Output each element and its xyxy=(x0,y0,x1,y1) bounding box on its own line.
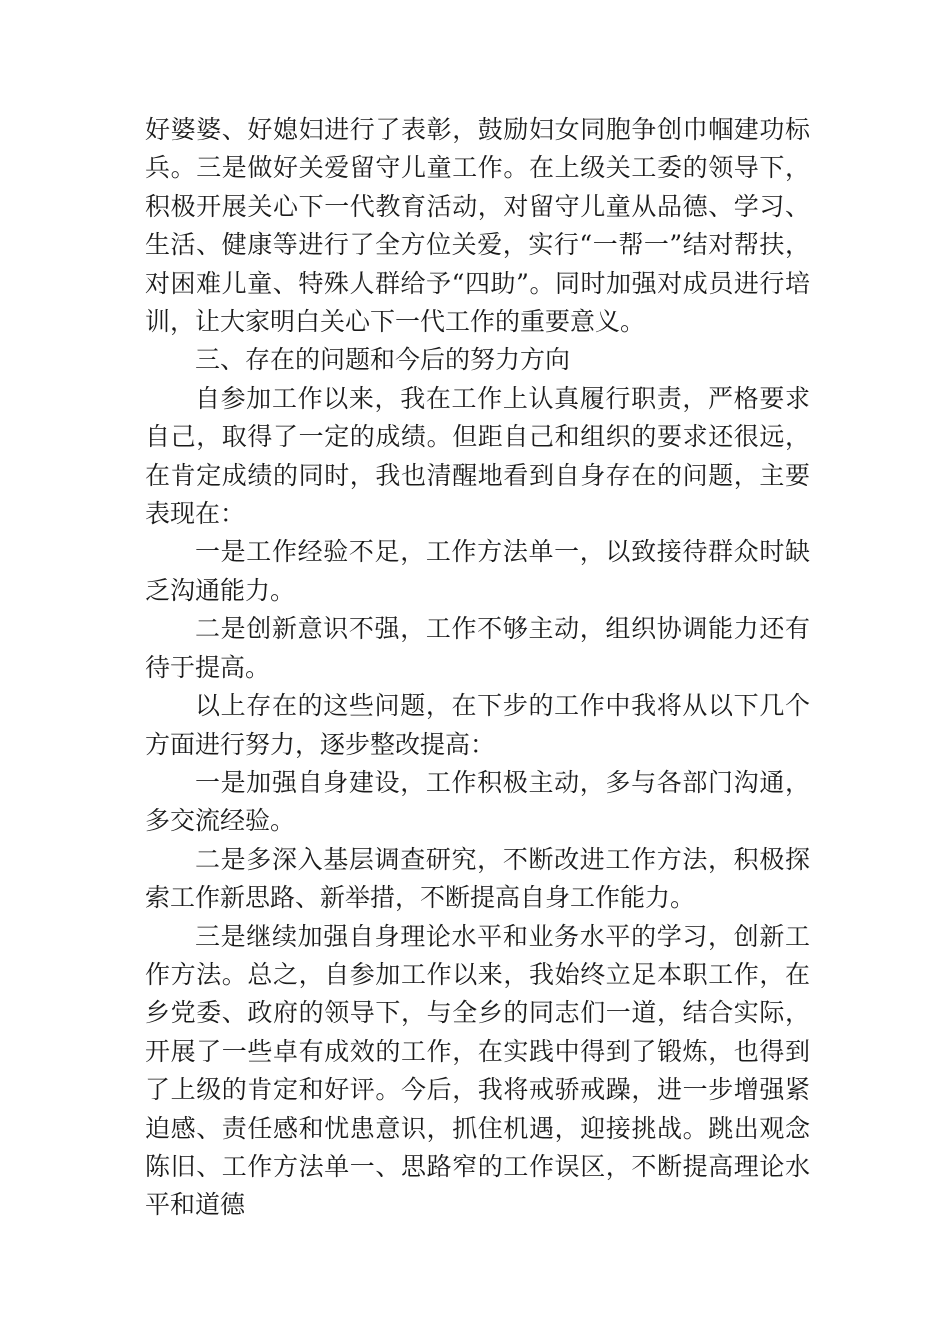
paragraph-improvement-one: 一是加强自身建设，工作积极主动，多与各部门沟通，多交流经验。 xyxy=(145,767,810,836)
paragraph-improvement-two: 二是多深入基层调查研究，不断改进工作方法，积极探索工作新思路、新举措，不断提高自身工作能力。 xyxy=(145,844,810,913)
paragraph-improvement-intro: 以上存在的这些问题，在下步的工作中我将从以下几个方面进行努力，逐步整改提高： xyxy=(145,691,810,759)
paragraph-women-and-children-work: 好婆婆、好媳妇进行了表彰，鼓励妇女同胞争创巾帼建功标兵。三是做好关爱留守儿童工作。在上级关工委的领导下，积极开展关心下一代教育活动，对留守儿童从品德、学习、生活、健康等进行了全方位关爱，实行“一帮一”结对帮扶，对困难儿童、特殊人群给予“四助”。同时加强对成员进行培训，让大家明白关心下一代工作的重要意义。 xyxy=(145,115,810,337)
paragraph-improvement-three-summary: 三是继续加强自身理论水平和业务水平的学习，创新工作方法。总之，自参加工作以来，我始终立足本职工作，在乡党委、政府的领导下，与全乡的同志们一道，结合实际，开展了一些卓有成效的工作，在实践中得到了锻炼，也得到了上级的肯定和好评。今后，我将戒骄戒躁，进一步增强紧迫感、责任感和忧患意识，抓住机遇，迎接挑战。跳出观念陈旧、工作方法单一、思路窄的工作误区，不断提高理论水平和道德 xyxy=(145,921,810,1220)
paragraph-problem-one: 一是工作经验不足，工作方法单一，以致接待群众时缺乏沟通能力。 xyxy=(145,537,810,605)
paragraph-problem-two: 二是创新意识不强，工作不够主动，组织协调能力还有待于提高。 xyxy=(145,614,810,682)
section-heading-problems-and-direction: 三、存在的问题和今后的努力方向 xyxy=(195,345,571,375)
document-body xyxy=(145,111,810,1225)
paragraph-self-assessment: 自参加工作以来，我在工作上认真履行职责，严格要求自己，取得了一定的成绩。但距自己和组织的要求还很远，在肯定成绩的同时，我也清醒地看到自身存在的问题，主要表现在： xyxy=(145,383,810,529)
